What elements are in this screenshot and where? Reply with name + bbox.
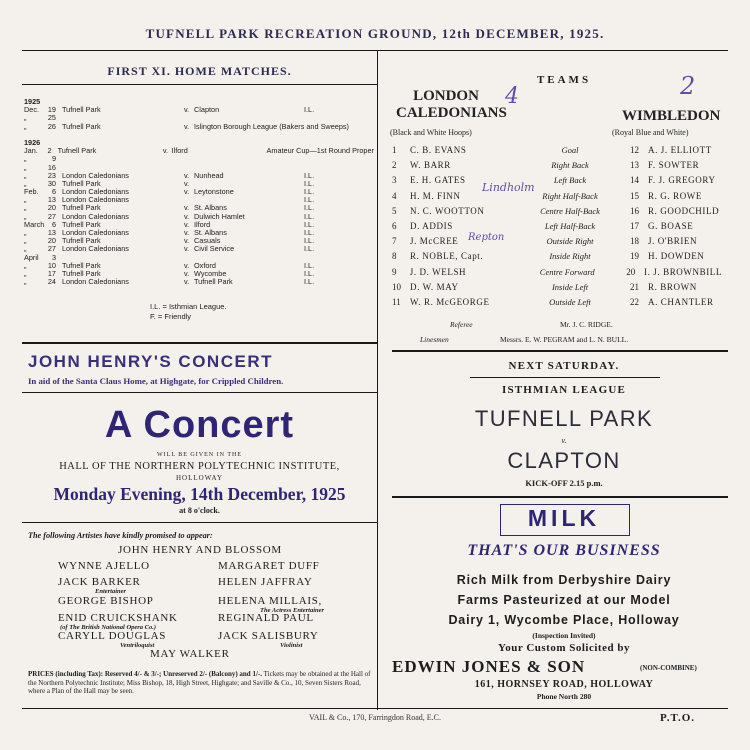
tickets-line: Tickets may be obtained at the Hall of the Northern Polytechnic Institute; Miss Bishop, 18, High Street, Highgate; and Saville & Co., 10, Seven Sisters Road, where a Plan of the Hall may be seen. <box>28 670 371 695</box>
fixture-cell-c5: Leytonstone <box>194 187 234 197</box>
fixture-cell-c2: 6 <box>51 219 56 229</box>
team-cell-p2: I. J. BROWNBILL <box>644 266 722 277</box>
pen-score-away: 2 <box>680 72 696 100</box>
team-row <box>392 189 722 204</box>
team-cell-p2: A. CHANTLER <box>648 296 714 307</box>
fixture-cell-c6 <box>304 254 374 262</box>
fixture-cell-c4: v. <box>184 121 190 131</box>
fixtures-key-f: F. = Friendly <box>150 312 192 321</box>
fixture-cell-c6: I.L. <box>304 236 315 246</box>
fixture-cell-c6: I.L. <box>304 105 315 115</box>
fixture-cell-c3: Tufnell Park <box>57 146 97 156</box>
fixture-cell-c1: „ <box>24 277 27 287</box>
fixture-cell-c2: 10 <box>47 260 56 270</box>
next-bottom-rule <box>392 496 728 498</box>
team-cell-p1: E. H. GATES <box>410 175 466 186</box>
team-cell-n1: 5 <box>392 205 397 216</box>
fixture-cell-c5 <box>194 131 304 139</box>
fixture-cell-c1: April <box>24 252 39 262</box>
fixture-row <box>24 147 374 155</box>
fixture-cell-c6: Amateur Cup—1st Round Proper <box>266 146 374 156</box>
team-cell-p2: G. BOASE <box>648 220 694 231</box>
team-cell-p1: H. M. FINN <box>410 190 461 201</box>
team-row <box>392 249 722 264</box>
fixture-cell-c6 <box>304 155 374 163</box>
fixture-cell-c6: I.L. <box>304 211 315 221</box>
fixture-cell-c4: v. <box>184 277 190 287</box>
fixture-row <box>24 245 374 253</box>
home-team-colours: (Black and White Hoops) <box>390 128 472 137</box>
team-cell-n1: 6 <box>392 220 397 231</box>
team-cell-pos: Right Half-Back <box>542 190 598 201</box>
fixtures-bottom-rule <box>22 342 377 344</box>
milk-line-1: Rich Milk from Derbyshire Dairy <box>456 573 672 587</box>
team-cell-n2: 16 <box>630 205 639 216</box>
team-cell-p1: J. D. WELSH <box>409 266 467 277</box>
fixture-cell-c1: „ <box>24 170 27 180</box>
team-cell-n2: 17 <box>630 220 639 231</box>
team-cell-pos: Centre Forward <box>539 266 595 277</box>
fixture-cell-c4: v. <box>184 244 190 254</box>
artist-right-4: REGINALD PAUL <box>218 612 314 624</box>
fixtures-title: FIRST XI. HOME MATCHES. <box>107 64 292 78</box>
team-cell-p2: H. DOWDEN <box>648 251 705 262</box>
team-row <box>392 158 722 173</box>
team-cell-n1: 11 <box>392 296 401 307</box>
teams-bottom-rule <box>392 350 728 352</box>
team-row <box>392 234 722 249</box>
fixture-cell-c3: London Caledonians <box>62 195 129 205</box>
team-cell-p1: D. ADDIS <box>410 220 453 231</box>
team-cell-p2: A. J. ELLIOTT <box>648 145 712 155</box>
note-opera: (of The British National Opera Co.) <box>60 624 157 631</box>
fixture-cell-c3: Tufnell Park <box>62 105 101 115</box>
fixture-cell-c2: 20 <box>47 203 56 213</box>
next-kickoff: KICK-OFF 2.15 p.m. <box>525 478 603 488</box>
concert-title-rule <box>22 392 377 393</box>
team-cell-n1: 9 <box>392 266 397 277</box>
fixture-cell-c3: London Caledonians <box>62 228 129 237</box>
milk-inspection: (Inspection Invited) <box>532 631 596 640</box>
fixture-cell-c3 <box>62 155 184 163</box>
fixture-cell-c4 <box>184 155 194 163</box>
team-cell-n2: 18 <box>630 236 639 247</box>
team-cell-n2: 14 <box>630 175 639 186</box>
team-cell-p1: N. C. WOOTTON <box>410 205 485 216</box>
fixture-cell-c5: Islington Borough League (Bakers and Sweeps) <box>194 121 349 131</box>
fixture-cell-c5: Ilford <box>171 146 188 156</box>
team-cell-pos: Goal <box>561 145 579 155</box>
fixture-cell-c3: Tufnell Park <box>62 178 101 188</box>
fixture-cell-c2: 13 <box>47 228 56 237</box>
fixtures-key-il: I.L. = Isthmian League. <box>150 302 227 311</box>
fixture-cell-c6: I.L. <box>304 170 315 180</box>
column-divider <box>377 50 378 710</box>
team-cell-n2: 13 <box>630 160 639 171</box>
team-cell-n2: 20 <box>626 266 636 277</box>
fixture-cell-c3: London Caledonians <box>62 277 129 287</box>
fixture-cell-c2: 27 <box>47 244 56 254</box>
fixture-cell-c6: I.L. <box>304 277 315 287</box>
team-cell-p2: F. J. GREGORY <box>648 175 716 186</box>
fixture-cell-c6: I.L. <box>304 203 315 213</box>
fixture-cell-c1: „ <box>24 228 27 237</box>
fixture-cell-c1: „ <box>24 154 27 164</box>
team-cell-n2: 15 <box>630 190 639 201</box>
milk-custom: Your Custom Solicited by <box>498 642 630 654</box>
fixture-cell-c5: Tufnell Park <box>194 277 233 287</box>
next-league: ISTHMIAN LEAGUE <box>501 384 627 396</box>
artist-right-3: HELENA MILLAIS, <box>218 595 322 607</box>
prices-line: PRICES (including Tax): Reserved 4/- & 3/-; Unreserved 2/- (Balcony) and 1/-. <box>28 670 262 678</box>
fixture-cell-c2: 2 <box>47 146 52 156</box>
fixture-cell-c5: Casuals <box>194 236 221 246</box>
fixture-cell-c2: 3 <box>51 252 56 262</box>
milk-company: EDWIN JONES & SON <box>392 657 586 676</box>
fixture-cell-c5: Dulwich Hamlet <box>194 211 245 221</box>
header-rule <box>22 50 728 51</box>
team-row <box>392 219 722 234</box>
fixture-cell-c1: 1926 <box>24 137 41 147</box>
fixture-cell-c3: Tufnell Park <box>62 121 101 131</box>
fixture-cell-c1: „ <box>24 195 27 205</box>
team-cell-n1: 4 <box>392 190 397 201</box>
note-entertainer: Entertainer <box>95 588 127 595</box>
concert-date-rule <box>22 522 377 523</box>
next-versus: v. <box>561 436 567 445</box>
fixture-cell-c2: 23 <box>47 170 56 180</box>
note-ventriloquist: Ventriloquist <box>120 642 155 649</box>
fixture-cell-c6: I.L. <box>304 268 315 278</box>
referee-name: Mr. J. C. RIDGE. <box>560 320 613 329</box>
team-cell-n1: 8 <box>392 251 397 262</box>
fixture-cell-c4: v. <box>184 211 190 221</box>
fixture-cell-c4: v. <box>162 146 169 156</box>
fixture-cell-c2: 20 <box>47 236 56 246</box>
fixture-cell-c4: v. <box>184 203 190 213</box>
prices-block <box>28 670 373 696</box>
fixture-cell-c2: 16 <box>47 162 56 172</box>
fixture-cell-c5: Civil Service <box>194 244 235 254</box>
fixture-cell-c6: I.L. <box>304 228 315 237</box>
team-cell-pos: Inside Left <box>551 281 589 292</box>
fixture-cell-c4: v. <box>184 236 190 246</box>
concert-date: Monday Evening, 14th December, 1925 <box>53 484 346 504</box>
team-row <box>392 204 722 219</box>
fixture-cell-c6: I.L. <box>304 178 315 188</box>
fixture-row <box>24 123 374 131</box>
fixture-cell-c1: „ <box>24 113 27 123</box>
next-home-team: TUFNELL PARK <box>474 406 654 431</box>
milk-phone: Phone North 280 <box>536 692 592 701</box>
team-cell-n2: 21 <box>630 281 639 292</box>
pen-score-home: 4 <box>505 84 519 109</box>
artist-right-2: HELEN JAFFRAY <box>218 576 313 588</box>
milk-line-3: Dairy 1, Wycombe Place, Holloway <box>448 613 680 627</box>
fixture-cell-c3: London Caledonians <box>62 244 129 254</box>
fixture-cell-c5: Nunhead <box>194 170 224 180</box>
team-cell-p1: D. W. MAY <box>410 281 459 292</box>
artist-left-3: GEORGE BISHOP <box>58 595 154 607</box>
fixture-cell-c1: Jan. <box>24 146 38 156</box>
fixture-cell-c1: „ <box>24 162 27 172</box>
fixture-cell-c5: Wycombe <box>194 268 227 278</box>
fixture-cell-c1: „ <box>24 268 27 278</box>
team-cell-p2: F. SOWTER <box>648 160 700 171</box>
team-cell-pos: Left Back <box>553 175 587 186</box>
artist-last: MAY WALKER <box>150 648 230 660</box>
fixture-cell-c4: v. <box>184 228 190 237</box>
team-sheet <box>392 143 722 310</box>
fixture-cell-c5: St. Albans <box>194 203 227 213</box>
note-violinist: Violinist <box>280 642 303 649</box>
milk-line-2: Farms Pasteurized at our Model <box>457 593 671 607</box>
away-team-colours: (Royal Blue and White) <box>612 128 689 137</box>
team-cell-pos: Inside Right <box>549 251 591 262</box>
concert-heading: A Concert <box>104 404 295 446</box>
team-cell-p1: R. NOBLE, Capt. <box>410 251 484 262</box>
fixture-cell-c5: Clapton <box>194 105 220 115</box>
team-cell-n1: 7 <box>392 236 397 247</box>
team-row <box>392 295 722 310</box>
fixture-cell-c1: „ <box>24 236 27 246</box>
fixture-row <box>24 278 374 286</box>
concert-will-be-given: WILL BE GIVEN IN THE <box>157 452 242 458</box>
fixture-cell-c1: 1925 <box>24 97 41 106</box>
fixture-cell-c1: „ <box>24 211 27 221</box>
fixture-cell-c2: 17 <box>47 268 56 278</box>
fixture-cell-c3: London Caledonians <box>62 187 129 197</box>
next-heading-rule <box>470 377 660 378</box>
team-cell-n2: 19 <box>630 251 639 262</box>
fixture-cell-c3: Tufnell Park <box>62 203 101 213</box>
team-cell-p2: R. G. ROWE <box>648 190 702 201</box>
team-row <box>392 280 722 295</box>
team-cell-p1: J. McCREE <box>410 236 459 247</box>
team-cell-n1: 3 <box>392 175 397 186</box>
team-cell-pos: Centre Half-Back <box>540 205 600 216</box>
fixture-cell-c1: Feb. <box>24 187 39 197</box>
fixture-cell-c6 <box>304 131 374 139</box>
page-header: TUFNELL PARK RECREATION GROUND, 12th DECEMBER, 1925. <box>145 26 605 41</box>
pen-note-finn: Lindholm <box>482 181 535 194</box>
fixture-row <box>24 155 374 163</box>
fixture-cell-c5 <box>194 155 304 163</box>
fixture-cell-c4: v. <box>184 187 190 197</box>
next-away-team: CLAPTON <box>507 448 621 473</box>
team-cell-n1: 2 <box>392 160 397 171</box>
referee-label: Referee <box>450 320 473 329</box>
artists-intro: The following Artistes have kindly promised to appear: <box>28 531 213 540</box>
fixture-cell-c2 <box>42 131 62 139</box>
fixtures-table <box>24 98 374 286</box>
team-cell-p2: J. O'BRIEN <box>648 236 698 247</box>
printer-imprint: VAIL & Co., 170, Farringdon Road, E.C. <box>309 713 441 722</box>
fixture-cell-c4 <box>184 131 194 139</box>
next-heading: NEXT SATURDAY. <box>508 360 620 372</box>
team-cell-p1: W. BARR <box>410 160 451 171</box>
concert-holloway: HOLLOWAY <box>175 474 224 482</box>
fixture-cell-c2: 26 <box>47 121 56 131</box>
artist-right-1: MARGARET DUFF <box>218 560 320 572</box>
fixture-cell-c1: March <box>24 219 45 229</box>
linesmen-label: Linesmen <box>420 335 449 344</box>
headliner: JOHN HENRY AND BLOSSOM <box>118 544 282 556</box>
team-cell-pos: Left Half-Back <box>544 220 596 231</box>
teams-title: TEAMS <box>536 74 592 86</box>
fixture-cell-c6: I.L. <box>304 260 315 270</box>
team-row <box>392 265 722 280</box>
fixture-cell-c4: v. <box>184 219 190 229</box>
fixture-cell-c1: Dec. <box>24 105 40 115</box>
artist-left-5: CARYLL DOUGLAS <box>58 630 167 642</box>
fixture-cell-c3: Tufnell Park <box>62 219 101 229</box>
concert-time: at 8 o'clock. <box>179 506 220 515</box>
fixture-cell-c4: v. <box>184 268 190 278</box>
fixture-cell-c4: v. <box>184 105 190 115</box>
artist-left-2: JACK BARKER <box>58 576 141 588</box>
team-cell-n1: 10 <box>392 281 401 292</box>
fixture-cell-c2: 24 <box>47 277 56 287</box>
pen-note-mccree: Repton <box>468 232 505 243</box>
fixture-cell-c2: 13 <box>47 195 56 205</box>
milk-noncombine: (NON-COMBINE) <box>640 664 697 672</box>
home-team-name: LONDON CALEDONIANS <box>396 88 507 121</box>
fixture-row <box>24 106 374 114</box>
fixtures-title-rule <box>22 84 377 85</box>
fixture-cell-c2: 9 <box>51 154 56 164</box>
fixture-cell-c5: Oxford <box>194 260 216 270</box>
fixture-cell-c6 <box>304 123 374 131</box>
fixture-cell-c1: „ <box>24 121 27 131</box>
fixture-cell-c3: Tufnell Park <box>62 236 101 246</box>
fixture-row <box>24 131 374 139</box>
milk-title: MILK <box>527 505 601 531</box>
fixture-cell-c6: I.L. <box>304 219 315 229</box>
concert-hall: HALL OF THE NORTHERN POLYTECHNIC INSTITUTE, <box>59 461 340 472</box>
fixture-cell-c6: I.L. <box>304 195 315 205</box>
fixture-cell-c6 <box>304 164 374 172</box>
fixture-cell-c1: „ <box>24 203 27 213</box>
team-cell-pos: Outside Left <box>549 296 591 307</box>
away-team-name: WIMBLEDON <box>622 108 721 124</box>
linesmen-names: Messrs. E. W. PEGRAM and L. N. BULL. <box>500 335 629 344</box>
team-cell-n2: 22 <box>630 296 639 307</box>
team-cell-n2: 12 <box>630 145 639 155</box>
fixture-cell-c2: 19 <box>47 105 56 115</box>
fixture-cell-c3: London Caledonians <box>62 211 129 221</box>
fixture-cell-c3 <box>62 131 184 139</box>
concert-title: JOHN HENRY'S CONCERT <box>28 352 273 371</box>
note-actress: The Actress Entertainer <box>260 607 325 614</box>
team-cell-p2: R. GOODCHILD <box>648 205 720 216</box>
fixture-cell-c5: Ilford <box>194 219 211 229</box>
concert-subtitle: In aid of the Santa Claus Home, at Highgate, for Crippled Children. <box>28 376 284 386</box>
team-cell-n1: 1 <box>392 145 397 155</box>
pto-note: P.T.O. <box>660 712 696 724</box>
milk-tagline: THAT'S OUR BUSINESS <box>467 542 661 559</box>
artist-left-1: WYNNE AJELLO <box>58 560 150 572</box>
artist-right-5: JACK SALISBURY <box>218 630 319 642</box>
team-cell-p1: W. R. McGEORGE <box>410 296 490 307</box>
fixture-cell-c6 <box>304 98 374 106</box>
team-row <box>392 173 722 188</box>
milk-address: 161, HORNSEY ROAD, HOLLOWAY <box>474 679 654 690</box>
fixture-cell-c2: 25 <box>47 113 56 123</box>
team-cell-pos: Outside Right <box>546 236 594 247</box>
fixture-cell-c4: v. <box>184 260 190 270</box>
team-cell-pos: Right Back <box>551 160 589 171</box>
fixture-cell-c1: „ <box>24 260 27 270</box>
fixture-cell-c2: 27 <box>47 211 56 221</box>
fixtures-key <box>150 302 227 322</box>
fixture-cell-c6: I.L. <box>304 187 315 197</box>
team-cell-p2: R. BROWN <box>648 281 697 292</box>
fixture-cell-c6: I.L. <box>304 244 315 254</box>
team-row <box>392 143 722 158</box>
fixture-cell-c4: v. <box>184 178 190 188</box>
team-cell-p1: C. B. EVANS <box>410 145 467 155</box>
fixture-cell-c3: Tufnell Park <box>62 260 101 270</box>
fixture-cell-c3: London Caledonians <box>62 170 129 180</box>
fixture-cell-c4: v. <box>184 170 190 180</box>
fixture-cell-c3: Tufnell Park <box>62 268 101 278</box>
fixture-cell-c2: 30 <box>47 178 56 188</box>
fixture-cell-c5: St. Albans <box>194 228 227 237</box>
fixture-cell-c2: 6 <box>51 187 56 197</box>
fixture-cell-c1: „ <box>24 244 27 254</box>
fixture-cell-c1: „ <box>24 178 27 188</box>
footer-rule <box>22 708 728 709</box>
artist-left-4: ENID CRUICKSHANK <box>58 612 178 624</box>
